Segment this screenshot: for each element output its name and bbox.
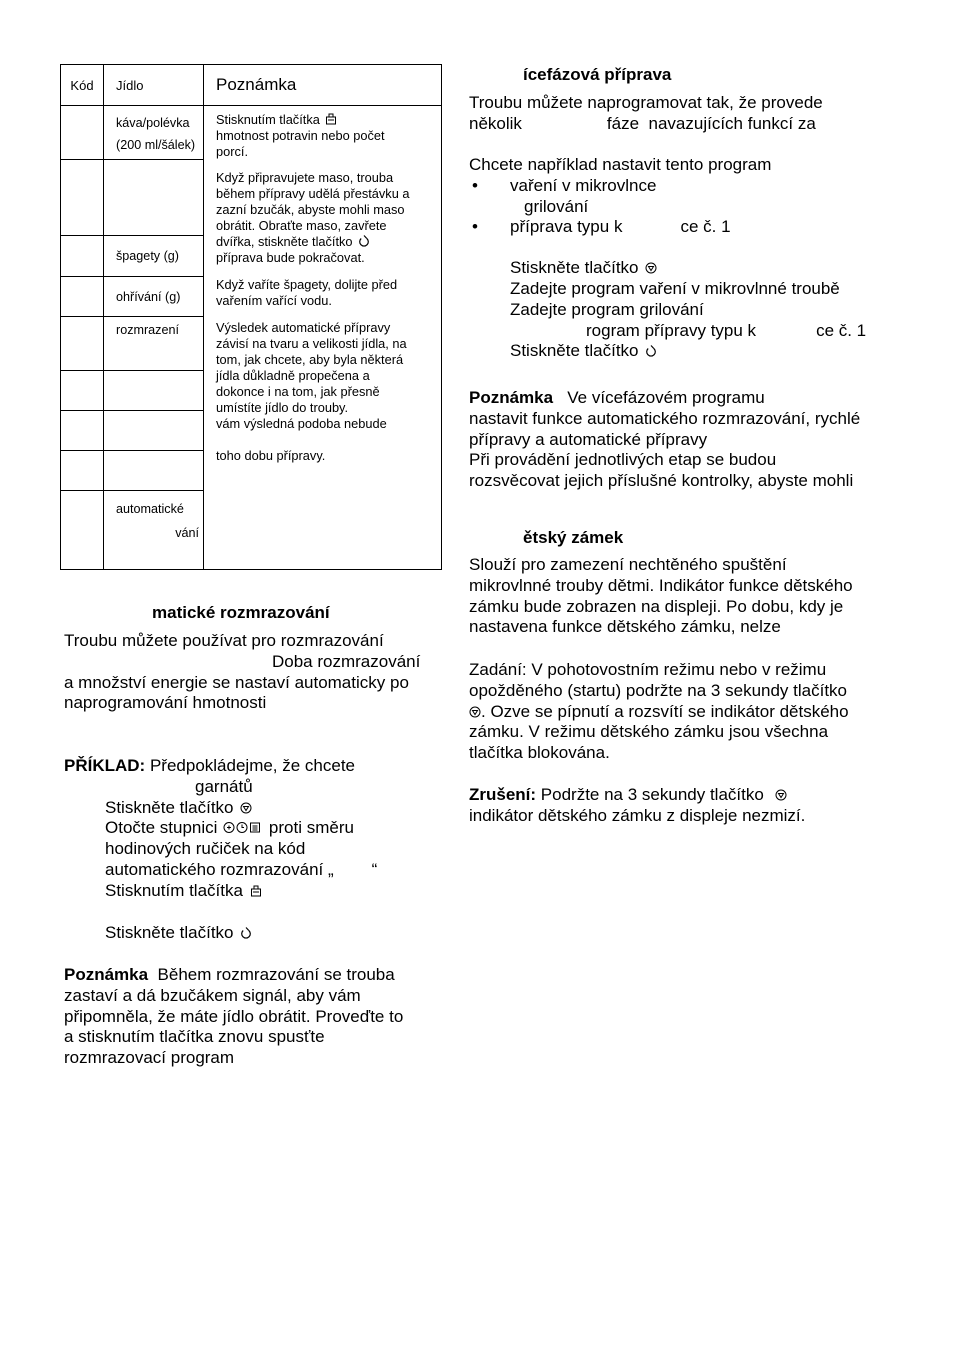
code-cell: [61, 160, 104, 236]
dial-icon: [222, 821, 264, 834]
food-cell: [104, 411, 204, 451]
code-cell: [61, 277, 104, 317]
food-cell: [104, 371, 204, 411]
stop-icon: [645, 262, 657, 274]
code-cell: [61, 371, 104, 411]
food-label: káva/polévka: [116, 116, 190, 130]
multistage-intro: Troubu můžete naprogramovat tak, že provede několik fáze navazujících funkcí za: [469, 93, 823, 133]
list-item: • vaření v mikrovlnce grilování: [472, 175, 657, 216]
header-code: Kód: [61, 65, 104, 106]
food-cell: rozmrazení: [104, 317, 204, 371]
section-heading-child-lock: ětský zámek: [523, 528, 624, 547]
stop-icon: [775, 789, 787, 801]
start-icon: [358, 235, 370, 247]
example-steps: Stiskněte tlačítko Otočte stupnici proti směru hodinových ručiček na kód automatického rozmrazování „ “ Stisknutím tlačítka Stiskněte tlačítko: [105, 797, 378, 942]
auto-defrost-intro: Troubu můžete používat pro rozmrazování Doba rozmrazování a množství energie se nastaví automaticky po naprogramování hmotnosti: [64, 631, 421, 713]
multistage-example: Chcete například nastavit tento program • vaření v mikrovlnce grilování • příprava typu k ce č. 1 Stiskněte tlačítko Zadejte program vaření v mikrovlnné troubě Zadejte program grilování rogram přípravy typu k ce č. 1 Stiskněte tlačítko: [469, 155, 899, 362]
header-note: Poznámka: [204, 65, 442, 106]
child-lock-set: Zadání: V pohotovostním režimu nebo v režimu opožděného (startu) podržte na 3 sekundy tlačítko . Ozve se pípnutí a rozsvítí se indikátor dětského zámku. V režimu dětského zámku jsou všechna tlačítka blokována.: [469, 660, 849, 763]
code-cell: [61, 106, 104, 160]
header-food: Jídlo: [104, 65, 204, 106]
list-item: • příprava typu k ce č. 1: [472, 217, 731, 237]
defrost-note: Poznámka Během rozmrazování se trouba zastaví a dá bzučákem signál, aby vám připomněla, že máte jídlo obrátit. Proveďte to a stisknutím tlačítka znovu spusťte rozmrazovací program: [64, 965, 404, 1068]
note-paragraph: Když připravujete maso, trouba během přípravy udělá přestávku a zazní bzučák, abyste mohli maso obrátit. Obraťte maso, zavřete dvířka, stiskněte tlačítko příprava bude pokračovat.: [216, 170, 410, 265]
food-cell: špagety (g): [104, 236, 204, 277]
note-paragraph: Stisknutím tlačítka hmotnost potravin nebo počet porcí.: [216, 112, 385, 159]
child-lock-intro: Slouží pro zamezení nechtěného spuštění mikrovlnné trouby dětmi. Indikátor funkce dětského zámku bude zobrazen na displeji. Po dobu, kdy je nastavena funkce dětského zámku, nelze: [469, 555, 853, 637]
code-cell: [61, 491, 104, 570]
multistage-steps: Stiskněte tlačítko Zadejte program vaření v mikrovlnné troubě Zadejte program grilování rogram přípravy typu k ce č. 1 Stiskněte tlačítko: [510, 258, 867, 361]
note-cell: [204, 106, 442, 570]
stop-icon: [469, 706, 481, 718]
code-cell: [61, 411, 104, 451]
start-icon: [645, 345, 657, 357]
note-paragraph: toho dobu přípravy.: [216, 448, 326, 463]
food-cell: [104, 106, 204, 160]
food-cell: automatické vání: [104, 491, 204, 570]
note-paragraph: Když vaříte špagety, dolijte před vařením vařící vodu.: [216, 277, 398, 308]
food-cell: [104, 160, 204, 236]
note-paragraph: Výsledek automatické přípravy závisí na tvaru a velikosti jídla, na tom, jak chcete, aby byla některá jídla důkladně propečena a dokonce i na tom, jak přesně umístíte jídlo do trouby. vám výsledná podoba nebude: [216, 320, 407, 431]
stop-icon: [240, 802, 252, 814]
example-block: PŘÍKLAD: Předpokládejme, že chcete garnátů Stiskněte tlačítko Otočte stupnici proti směru hodinových ručiček na kód automatického rozmrazování „ “ Stisknutím tlačítka Stiskněte tlačítko: [64, 756, 444, 943]
food-cell: [104, 451, 204, 491]
food-cell: ohřívání (g): [104, 277, 204, 317]
section-heading-auto-defrost: matické rozmrazování: [152, 603, 330, 622]
weight-icon: [325, 113, 337, 125]
food-label: (200 ml/šálek): [116, 138, 196, 152]
code-cell: [61, 451, 104, 491]
child-lock-cancel: Zrušení: Podržte na 3 sekundy tlačítko indikátor dětského zámku z displeje nezmizí.: [469, 785, 806, 825]
code-cell: [61, 317, 104, 371]
code-cell: [61, 236, 104, 277]
start-icon: [240, 927, 252, 939]
section-heading-multistage: ícefázová příprava: [523, 65, 672, 84]
weight-icon: [250, 885, 262, 897]
program-code-table: [60, 64, 442, 570]
multistage-note: Poznámka Ve vícefázovém programu nastavit funkce automatického rozmrazování, rychlé přípravy a automatické přípravy Při provádění jednotlivých etap se budou rozsvěcovat jejich příslušné kontrolky, abyste mohli: [469, 388, 861, 491]
